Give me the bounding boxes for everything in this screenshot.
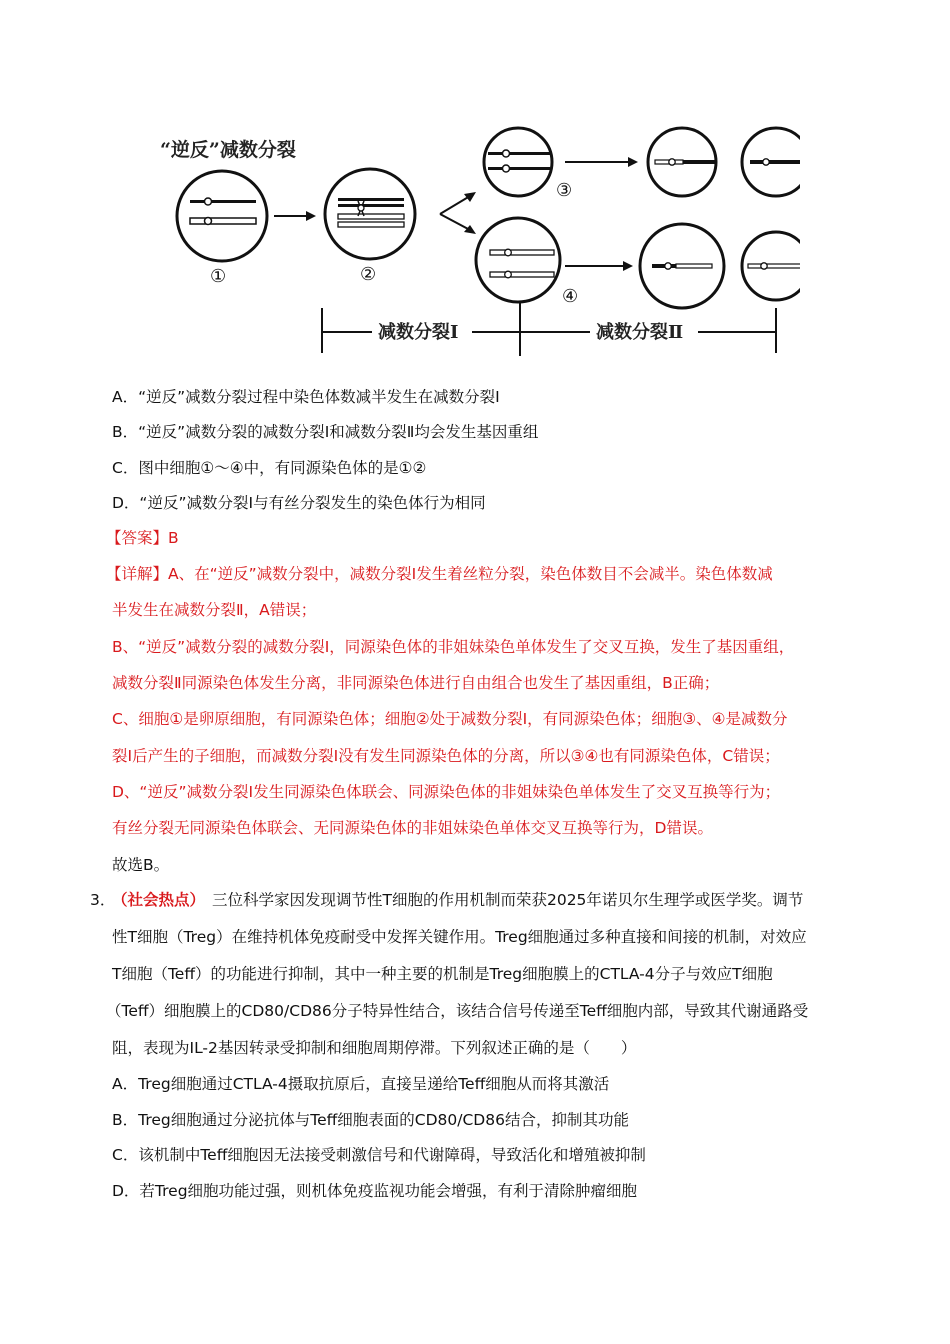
q3-line-3: T细胞（Teff）的功能进行抑制，其中一种主要的机制是Treg细胞膜上的CTLA-4分子与效应T细胞 [112,965,773,983]
explanation-line-2: 半发生在减数分裂Ⅱ，A错误； [112,601,317,619]
explanation-line-5: C、细胞①是卵原细胞，有同源染色体；细胞②处于减数分裂Ⅰ，有同源染色体；细胞③、④是减数分 [112,710,788,728]
q3-number: 3． [90,891,116,909]
q3-line-2: 性T细胞（Treg）在维持机体免疫耐受中发挥关键作用。Treg细胞通过多种直接和间接的机制，对效应 [112,928,807,946]
conclusion: 故选B。 [112,856,170,874]
figure-title: “逆反”减数分裂 [160,139,296,161]
q3-option-b: B．Treg细胞通过分泌抗体与Teff细胞表面的CD80/CD86结合，抑制其功能 [112,1111,629,1129]
explanation-line-8: 有丝分裂无同源染色体联会、无同源染色体的非姐妹染色单体交叉互换等行为，D错误。 [112,819,713,837]
cell-4 [476,218,560,302]
daughter-cell-1 [648,128,716,196]
answer: 【答案】B [106,529,179,547]
explanation-line-3: B、“逆反”减数分裂的减数分裂Ⅰ，同源染色体的非姐妹染色单体发生了交叉互换，发生了基因重组， [112,638,795,656]
daughter-cell-3 [640,224,724,308]
label-2: ② [360,264,377,285]
q2-option-c: C．图中细胞①～④中，有同源染色体的是①② [112,459,427,477]
q3-line-4: （Teff）细胞膜上的CD80/CD86分子特异性结合，该结合信号传递至Teff细胞内部，导致其代谢通路受 [106,1002,809,1020]
q3-line-1: 三位科学家因发现调节性T细胞的作用机制而荣获2025年诺贝尔生理学或医学奖。调节 [212,891,804,909]
q3-option-a: A．Treg细胞通过CTLA-4摄取抗原后，直接呈递给Teff细胞从而将其激活 [112,1075,610,1093]
q2-option-b: B．“逆反”减数分裂的减数分裂Ⅰ和减数分裂Ⅱ均会发生基因重组 [112,423,539,441]
stage-2-label: 减数分裂Ⅱ [596,322,684,343]
cell-2 [325,169,415,259]
explanation-line-4: 减数分裂Ⅱ同源染色体发生分离，非同源染色体进行自由组合也发生了基因重组，B正确； [112,674,720,692]
label-4: ④ [562,286,579,307]
meiosis-figure [150,118,800,358]
q3-line-5: 阻，表现为IL-2基因转录受抑制和细胞周期停滞。下列叙述正确的是（ ） [112,1039,637,1057]
label-1: ① [210,266,227,287]
q3-option-d: D．若Treg细胞功能过强，则机体免疫监视功能会增强，有利于清除肿瘤细胞 [112,1182,638,1200]
stage-1-label: 减数分裂Ⅰ [378,322,459,343]
label-3: ③ [556,180,573,201]
q2-option-a: A．“逆反”减数分裂过程中染色体数减半发生在减数分裂Ⅰ [112,388,500,406]
explanation-line-6: 裂Ⅰ后产生的子细胞，而减数分裂Ⅰ没有发生同源染色体的分离，所以③④也有同源染色体，C错误； [112,747,780,765]
cell-3 [484,128,552,196]
q3-option-c: C．该机制中Teff细胞因无法接受刺激信号和代谢障碍，导致活化和增殖被抑制 [112,1146,646,1164]
explanation-line-7: D、“逆反”减数分裂Ⅰ发生同源染色体联会、同源染色体的非姐妹染色单体发生了交叉互换等行为； [112,783,781,801]
q2-option-d: D．“逆反”减数分裂Ⅰ与有丝分裂发生的染色体行为相同 [112,494,486,512]
daughter-cell-2 [742,128,800,196]
q3-tag: （社会热点） [112,891,206,909]
explanation-line-1: 【详解】A、在“逆反”减数分裂中，减数分裂Ⅰ发生着丝粒分裂，染色体数目不会减半。染色体数减 [106,565,773,583]
cell-1 [177,171,267,261]
meiosis-diagram [150,118,800,358]
daughter-cell-4 [742,232,800,300]
